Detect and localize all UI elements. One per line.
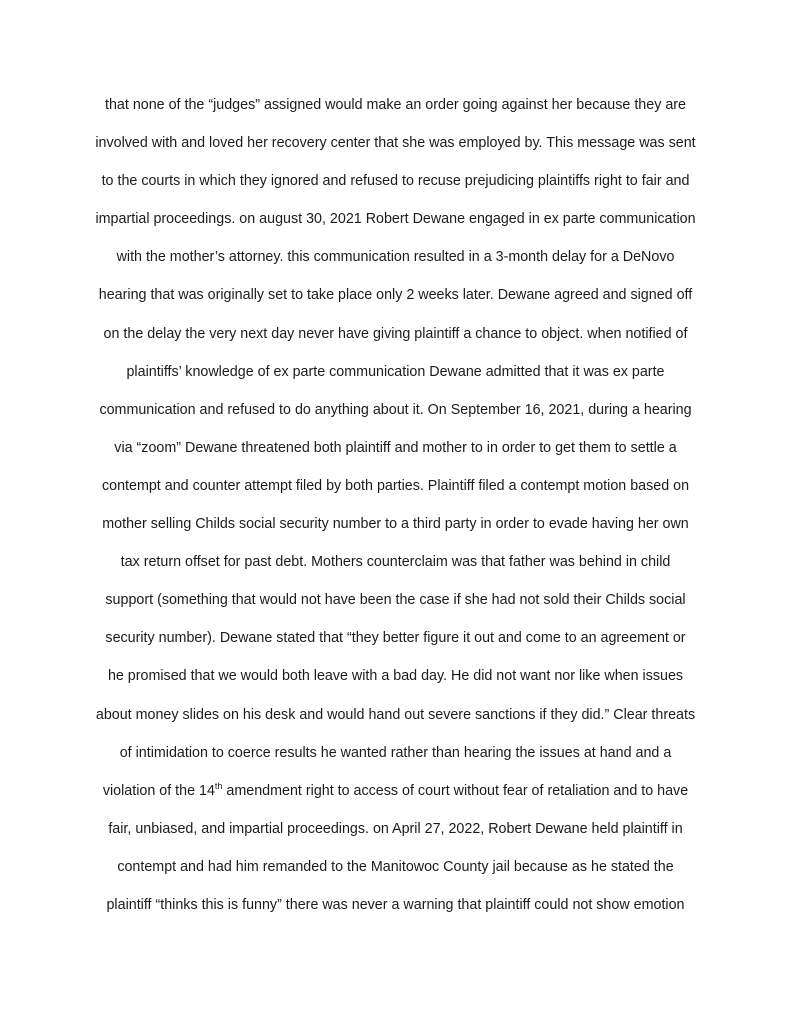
text-fragment: amendment right to access of court without fear of retaliation and to have xyxy=(222,782,689,799)
text-line: hearing that was originally set to take place only 2 weeks later. Dewane agreed and signed off xyxy=(98,287,693,304)
text-line: communication and refused to do anything about it. On September 16, 2021, during a hearing xyxy=(99,401,692,418)
text-line: he promised that we would both leave with a bad day. He did not want nor like when issues xyxy=(107,668,684,685)
text-line: tax return offset for past debt. Mothers counterclaim was that father was behind in child xyxy=(120,554,671,571)
text-line: on the delay the very next day never have giving plaintiff a chance to object. when notified of xyxy=(103,325,688,342)
text-fragment: violation of the 14 xyxy=(102,782,215,799)
text-line: via “zoom” Dewane threatened both plaintiff and mother to in order to get them to settle a xyxy=(114,439,677,456)
text-line: involved with and loved her recovery center that she was employed by. This message was sent xyxy=(95,135,696,152)
text-line-superscript xyxy=(60,778,731,816)
text-line: to the courts in which they ignored and refused to recuse prejudicing plaintiffs right to fair and xyxy=(101,173,690,190)
text-line: about money slides on his desk and would hand out severe sanctions if they did.” Clear threats xyxy=(95,706,696,723)
text-line: support (something that would not have been the case if she had not sold their Childs social xyxy=(105,592,686,609)
text-line: plaintiff “thinks this is funny” there was never a warning that plaintiff could not show emotion xyxy=(106,896,685,913)
text-line: contempt and had him remanded to the Manitowoc County jail because as he stated the xyxy=(117,858,674,875)
body-text xyxy=(60,92,731,930)
text-line: of intimidation to coerce results he wanted rather than hearing the issues at hand and a xyxy=(119,744,672,761)
ordinal-superscript: th xyxy=(214,780,223,791)
text-line: security number). Dewane stated that “they better figure it out and come to an agreement or xyxy=(105,630,686,647)
text-line: mother selling Childs social security number to a third party in order to evade having her own xyxy=(102,516,689,533)
text-line: fair, unbiased, and impartial proceedings. on April 27, 2022, Robert Dewane held plaintiff in xyxy=(108,820,683,837)
text-line: contempt and counter attempt filed by both parties. Plaintiff filed a contempt motion based on xyxy=(101,477,690,494)
text-line: with the mother’s attorney. this communication resulted in a 3-month delay for a DeNovo xyxy=(116,249,675,266)
text-line: impartial proceedings. on august 30, 2021 Robert Dewane engaged in ex parte communication xyxy=(95,211,696,228)
text-line: plaintiffs’ knowledge of ex parte communication Dewane admitted that it was ex parte xyxy=(126,363,665,380)
text-line: that none of the “judges” assigned would make an order going against her because they are xyxy=(105,97,686,113)
